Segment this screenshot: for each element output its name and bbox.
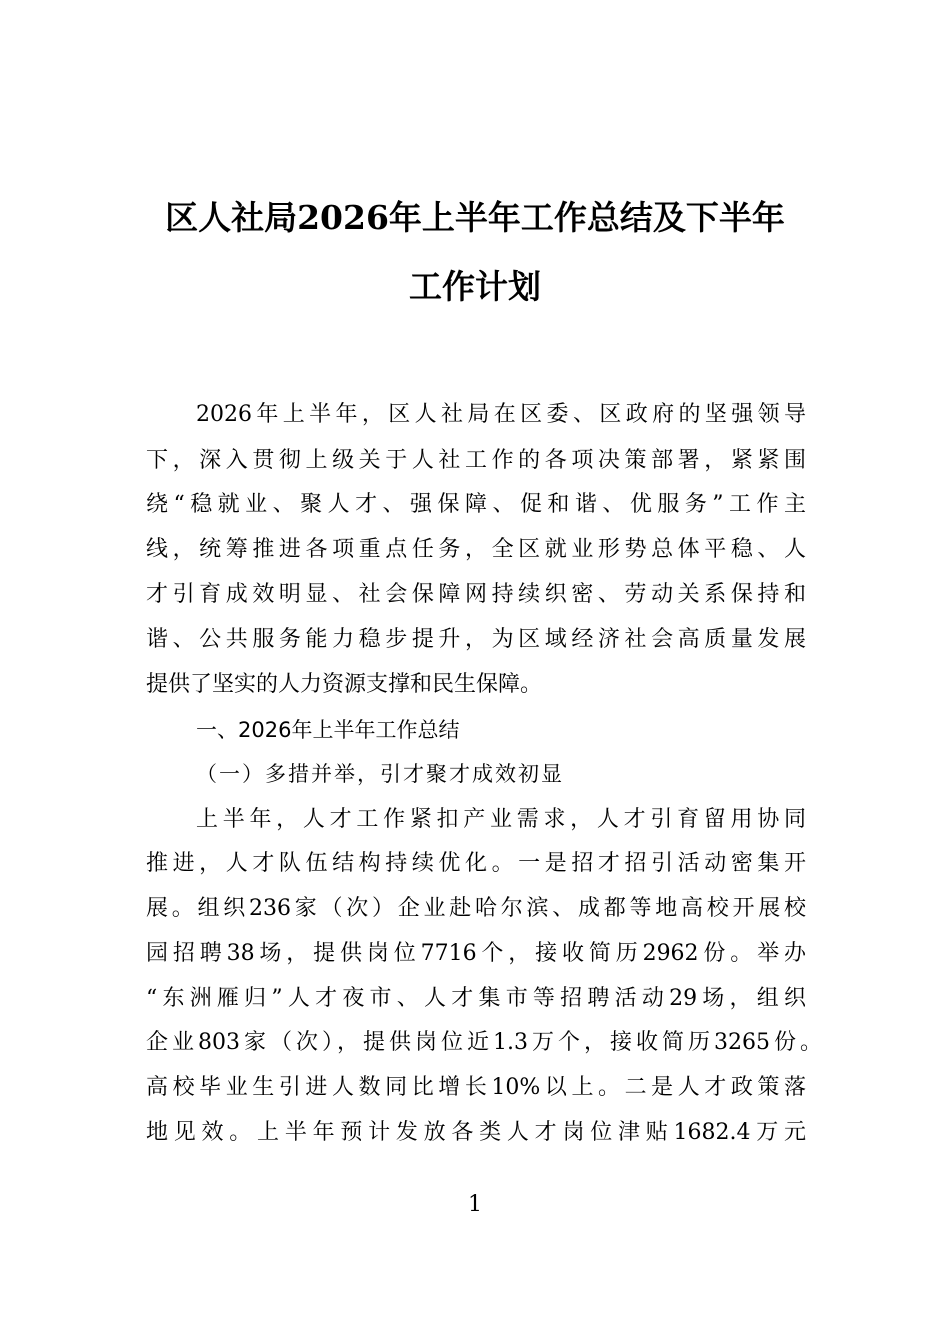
body-line: 推进，人才队伍结构持续优化。一是招才招引活动密集开 — [146, 851, 806, 876]
body-line: 展。组织236家（次）企业赴哈尔滨、成都等地高校开展校 — [146, 896, 806, 921]
intro-line: 才引育成效明显、社会保障网持续织密、劳动关系保持和 — [146, 582, 806, 607]
body-line: 地见效。上半年预计发放各类人才岗位津贴1682.4万元 — [146, 1120, 806, 1145]
intro-line: 下，深入贯彻上级关于人社工作的各项决策部署，紧紧围 — [146, 448, 806, 473]
body-line: 上半年，人才工作紧扣产业需求，人才引育留用协同 — [196, 807, 806, 832]
intro-line: 线，统筹推进各项重点任务，全区就业形势总体平稳、人 — [146, 537, 806, 562]
document-title-line-2: 工作计划 — [409, 267, 541, 306]
section-heading: 一、2026年上半年工作总结 — [196, 718, 460, 742]
body-line: 企业803家（次），提供岗位近1.3万个，接收简历3265份。 — [146, 1030, 822, 1055]
intro-line: 绕“稳就业、聚人才、强保障、促和谐、优服务”工作主 — [146, 492, 806, 517]
page-number: 1 — [468, 1192, 482, 1217]
subsection-heading: （一）多措并举，引才聚才成效初显 — [196, 762, 564, 786]
body-line: 高校毕业生引进人数同比增长10%以上。二是人才政策落 — [146, 1075, 806, 1100]
body-line: 园招聘38场，提供岗位7716个，接收简历2962份。举办 — [146, 941, 806, 966]
body-line: “东洲雁归”人才夜市、人才集市等招聘活动29场，组织 — [146, 986, 806, 1011]
intro-line: 2026年上半年，区人社局在区委、区政府的坚强领导 — [196, 402, 806, 427]
intro-line: 提供了坚实的人力资源支撑和民生保障。 — [146, 672, 543, 697]
intro-line: 谐、公共服务能力稳步提升，为区域经济社会高质量发展 — [146, 627, 806, 652]
document-title-line-1: 区人社局2026年上半年工作总结及下半年 — [165, 198, 785, 237]
